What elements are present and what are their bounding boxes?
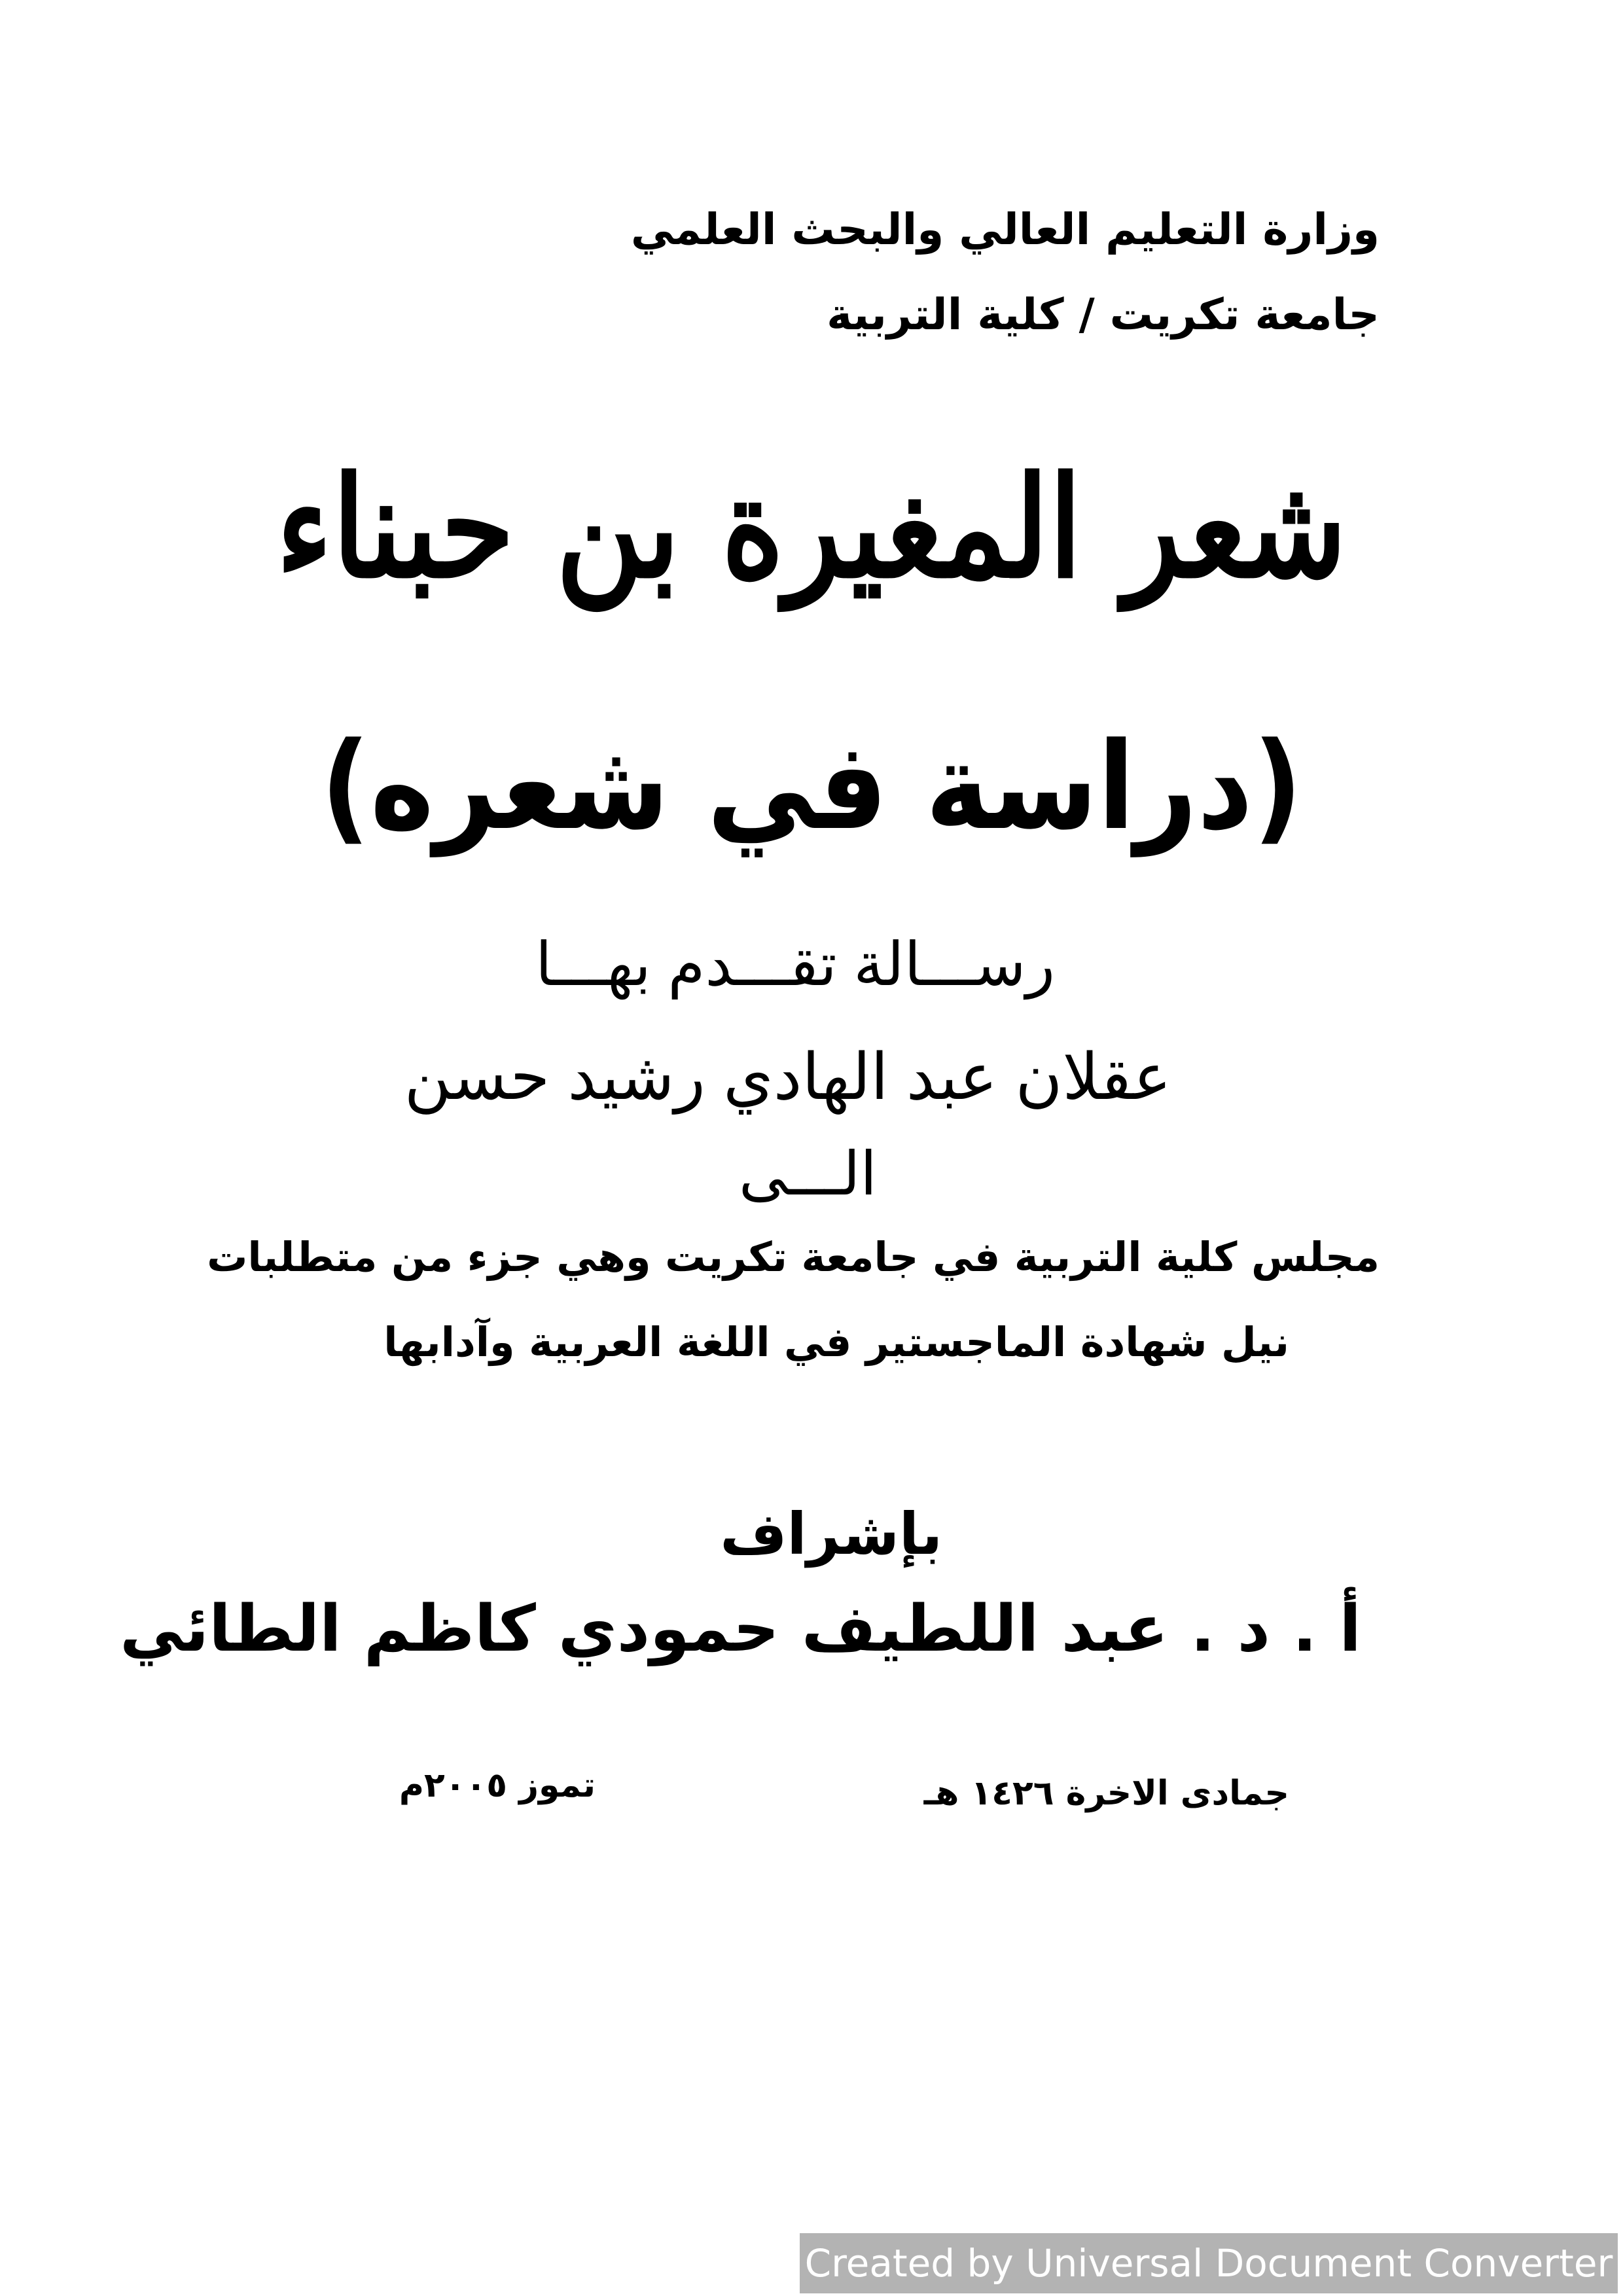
university-college: جامعة تكريت / كلية التربية xyxy=(827,289,1380,340)
converter-watermark: Created by Universal Document Converter xyxy=(800,2233,1618,2293)
date-hijri: جمادى الاخرة ١٤٢٦ هـ xyxy=(923,1774,1289,1813)
supervision-label: بإشراف xyxy=(720,1500,942,1568)
council-line-2: نيل شهادة الماجستير في اللغة العربية وآدابها xyxy=(383,1318,1289,1366)
thesis-title: شعر المغيرة بن حبناء xyxy=(276,446,1347,609)
thesis-subtitle: (دراسة في شعره) xyxy=(320,717,1303,857)
supervisor-name: أ . د . عبد اللطيف حمودي كاظم الطائي xyxy=(120,1592,1361,1666)
to-label: الـــى xyxy=(738,1141,877,1208)
council-line-1: مجلس كلية التربية في جامعة تكريت وهي جزء من متطلبات xyxy=(207,1233,1380,1281)
date-gregorian: تموز ٢٠٠٥م xyxy=(399,1766,596,1805)
author-name: عقلان عبد الهادي رشيد حسن xyxy=(404,1041,1171,1113)
ministry-name: وزارة التعليم العالي والبحث العلمي xyxy=(630,204,1380,255)
presented-by-label: رســـالة تقـــدم بهـــا xyxy=(535,931,1055,998)
